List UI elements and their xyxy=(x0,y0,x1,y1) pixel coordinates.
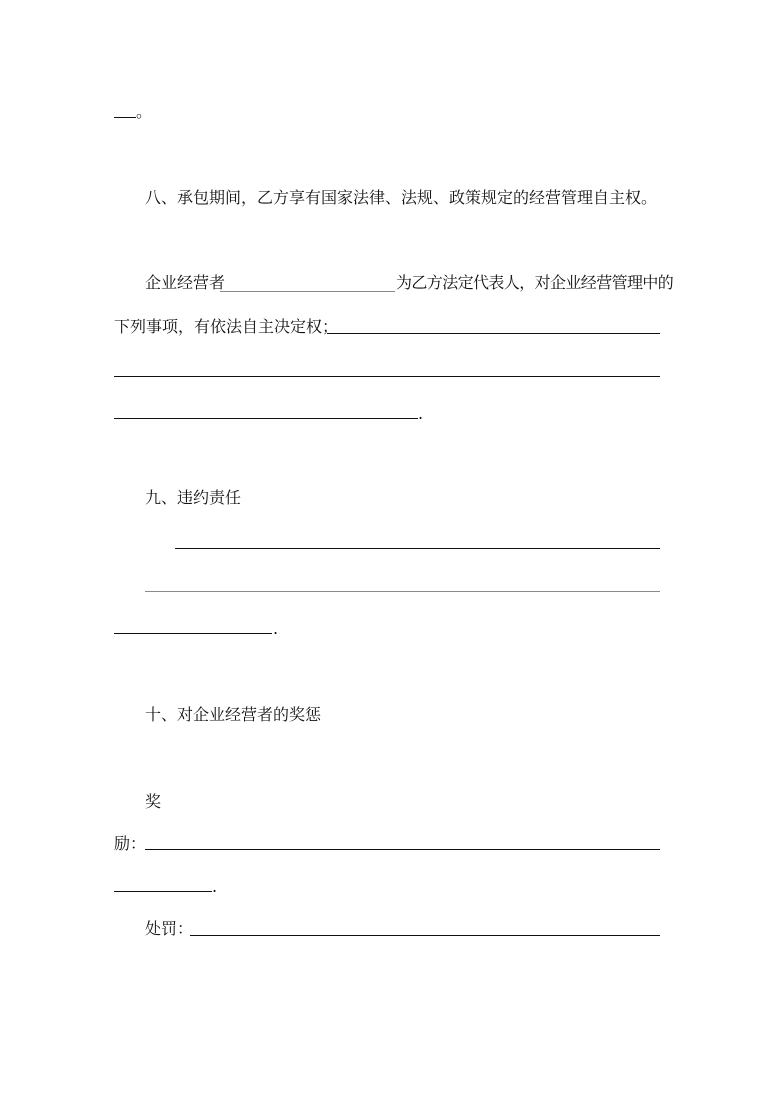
blank-line-liability-1 xyxy=(175,548,660,549)
operator-prefix: 企业经营者 xyxy=(145,273,226,292)
matters-end-period: . xyxy=(418,404,424,423)
blank-line-reward-2 xyxy=(114,891,212,892)
reward-label-char-2: 励： xyxy=(114,834,147,853)
liability-end-period: . xyxy=(273,619,279,638)
penalty-label: 处罚： xyxy=(145,919,194,938)
continuation-end-mark: 。 xyxy=(136,102,153,121)
blank-line-reward-1 xyxy=(145,849,660,850)
operator-suffix: 为乙方法定代表人，对企业经营管理中的 xyxy=(396,273,674,292)
reward-label-char-1: 奖 xyxy=(145,792,162,811)
matters-prefix: 下列事项，有依法自主决定权； xyxy=(114,317,339,336)
blank-line-continuation xyxy=(114,117,136,118)
blank-line-liability-3 xyxy=(114,633,272,634)
blank-line-operator-name xyxy=(220,291,395,292)
blank-line-liability-2 xyxy=(145,591,660,592)
section-8-heading: 八、承包期间，乙方享有国家法律、法规、政策规定的经营管理自主权。 xyxy=(145,188,658,207)
blank-line-matters-2 xyxy=(114,376,660,377)
blank-line-matters-3 xyxy=(114,418,418,419)
section-9-heading: 九、违约责任 xyxy=(145,488,242,507)
blank-line-penalty xyxy=(190,935,660,936)
reward-end-period: . xyxy=(212,877,218,896)
blank-line-matters-1 xyxy=(327,333,660,334)
section-10-heading: 十、对企业经营者的奖惩 xyxy=(145,705,322,724)
